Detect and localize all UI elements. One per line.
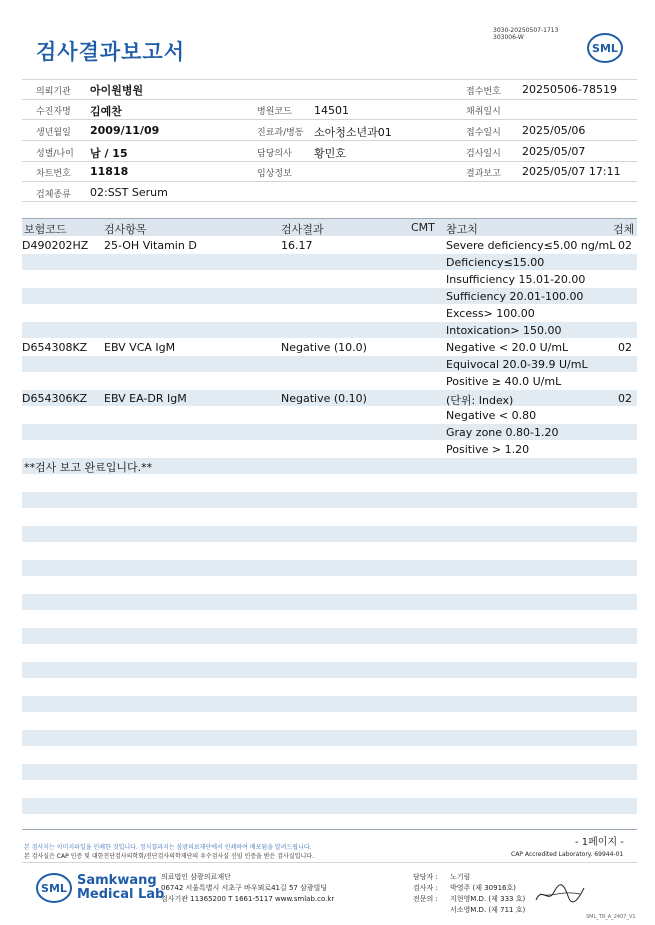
row-test-item: 25-OH Vitamin D: [104, 239, 197, 252]
hospital-code-value: 14501: [314, 104, 349, 117]
divider: [22, 99, 637, 100]
org-contact: 검사기관 11365200 T 1661-5117 www.smlab.co.kr: [161, 895, 335, 903]
sml-logo-icon: [587, 33, 623, 63]
row-reference: Excess> 100.00: [446, 307, 535, 320]
org-name: 의료법인 삼광의료재단: [161, 873, 231, 881]
table-stripe: [22, 594, 637, 610]
reported-label: 결과보고: [466, 169, 501, 179]
row-specimen: 02: [618, 392, 632, 405]
row-reference: Negative < 0.80: [446, 409, 537, 422]
dob-label: 생년월일: [36, 128, 71, 138]
staff-tester: 박영주 (제 30916호): [450, 884, 516, 892]
table-stripe: [22, 662, 637, 678]
form-code: SML_TR_A_2407_V1: [586, 914, 636, 920]
patient-label: 수진자명: [36, 107, 71, 117]
row-reference: Severe deficiency≤5.00 ng/mL: [446, 239, 616, 252]
row-test-item: EBV EA-DR IgM: [104, 392, 187, 405]
results-table-header: [22, 218, 637, 236]
divider: [22, 181, 637, 182]
staff-specialist-1: 지현영M.D. (제 333 호): [450, 895, 526, 903]
requester-value: 아이원병원: [90, 84, 144, 97]
staff-manager: 노기림: [450, 873, 471, 881]
sml-logo-bottom-icon: [36, 873, 72, 903]
reported-value: 2025/05/07 17:11: [522, 165, 621, 178]
received-value: 2025/05/06: [522, 124, 586, 137]
row-reference: Deficiency≤15.00: [446, 256, 545, 269]
row-code: D654306KZ: [22, 392, 88, 405]
row-specimen: 02: [618, 341, 632, 354]
receipt-no-value: 20250506-78519: [522, 83, 617, 96]
header-reference: 참고치: [446, 223, 478, 236]
row-result: 16.17: [281, 239, 313, 252]
staff-specialist-2: 서소영M.D. (제 711 호): [450, 906, 526, 914]
doctor-label: 담당의사: [257, 149, 292, 159]
document-ids: [493, 27, 558, 41]
table-stripe: [22, 730, 637, 746]
collected-label: 채취일시: [466, 107, 501, 117]
received-label: 접수일시: [466, 128, 501, 138]
document-id-2: 303006-W: [493, 34, 524, 41]
divider: [22, 79, 637, 80]
row-reference: Positive > 1.20: [446, 443, 530, 456]
specimen-value: 02:SST Serum: [90, 186, 168, 199]
table-stripe: [22, 254, 637, 270]
row-reference: Negative < 20.0 U/mL: [446, 341, 569, 354]
table-stripe: [22, 696, 637, 712]
brand-line-1: Samkwang: [77, 873, 157, 888]
patient-value: 김예찬: [90, 105, 122, 118]
row-code: D654308KZ: [22, 341, 88, 354]
dob-value: 2009/11/09: [90, 124, 160, 137]
hospital-code-label: 병원코드: [257, 107, 292, 117]
brand-line-2: Medical Lab: [77, 887, 165, 902]
header-result: 검사결과: [281, 223, 324, 236]
divider: [22, 140, 637, 141]
doctor-value: 황민호: [314, 147, 346, 160]
staff-label-3: 전문의 :: [413, 895, 438, 903]
footer-note-image: 본 검사지는 이미지파일을 인쇄한 것입니다. 정식결과지는 삼광의료재단에서 인쇄하여 배포됨을 알려드립니다.: [24, 844, 312, 851]
staff-label-2: 검사자 :: [413, 884, 438, 892]
logo-text-bottom: SML: [41, 882, 67, 895]
sex-age-value: 남 / 15: [90, 147, 128, 160]
row-reference: Positive ≥ 40.0 U/mL: [446, 375, 562, 388]
document-id-1: 3030-20250507-1713: [493, 27, 559, 34]
row-reference: Insufficiency 15.01-20.00: [446, 273, 586, 286]
report-complete-note: **검사 보고 완료입니다.**: [24, 461, 153, 474]
tested-label: 검사일시: [466, 149, 501, 159]
dept-label: 진료과/병동: [257, 128, 304, 138]
row-reference: Sufficiency 20.01-100.00: [446, 290, 584, 303]
logo-text: SML: [592, 42, 618, 55]
requester-label: 의뢰기관: [36, 87, 71, 97]
report-title: 검사결과보고서: [36, 40, 186, 64]
header-specimen: 검체: [613, 223, 635, 236]
dept-value: 소아청소년과01: [314, 126, 392, 139]
signature-icon: [532, 880, 588, 908]
table-stripe: [22, 492, 637, 508]
specimen-label: 검체종류: [36, 190, 71, 200]
receipt-no-label: 접수번호: [466, 87, 501, 97]
cap-accreditation: CAP Accredited Laboratory. 69944-01: [511, 851, 624, 858]
header-item: 검사항목: [104, 223, 147, 236]
row-reference: Gray zone 0.80-1.20: [446, 426, 559, 439]
footer-note-cap: 본 검사실은 CAP 인증 및 대한진단검사의학회/진단검사의학재단의 우수검사실 신임 인증을 받은 검사실입니다.: [24, 853, 314, 860]
divider: [22, 119, 637, 120]
footer-divider: [22, 862, 637, 863]
sex-age-label: 성별/나이: [36, 149, 74, 159]
chart-label: 차트번호: [36, 169, 71, 179]
row-reference: Intoxication> 150.00: [446, 324, 562, 337]
row-result: Negative (10.0): [281, 341, 367, 354]
row-reference: (단위: Index): [446, 394, 514, 407]
table-stripe: [22, 560, 637, 576]
divider: [22, 201, 637, 202]
row-code: D490202HZ: [22, 239, 89, 252]
clinical-label: 임상정보: [257, 169, 292, 179]
tested-value: 2025/05/07: [522, 145, 586, 158]
row-result: Negative (0.10): [281, 392, 367, 405]
table-stripe: [22, 628, 637, 644]
header-cmt: CMT: [411, 221, 435, 234]
staff-label-1: 담당자 :: [413, 873, 438, 881]
org-address: 06742 서울특별시 서초구 바우뫼로41길 57 삼광빌딩: [161, 884, 328, 892]
table-stripe: [22, 526, 637, 542]
table-stripe: [22, 798, 637, 814]
brand-name: [77, 874, 164, 902]
divider: [22, 161, 637, 162]
table-stripe: [22, 764, 637, 780]
chart-value: 11818: [90, 165, 129, 178]
page-number: - 1페이지 -: [575, 837, 624, 848]
row-test-item: EBV VCA IgM: [104, 341, 176, 354]
footer-divider: [22, 829, 637, 830]
row-reference: Equivocal 20.0-39.9 U/mL: [446, 358, 588, 371]
row-specimen: 02: [618, 239, 632, 252]
header-code: 보험코드: [24, 223, 67, 236]
